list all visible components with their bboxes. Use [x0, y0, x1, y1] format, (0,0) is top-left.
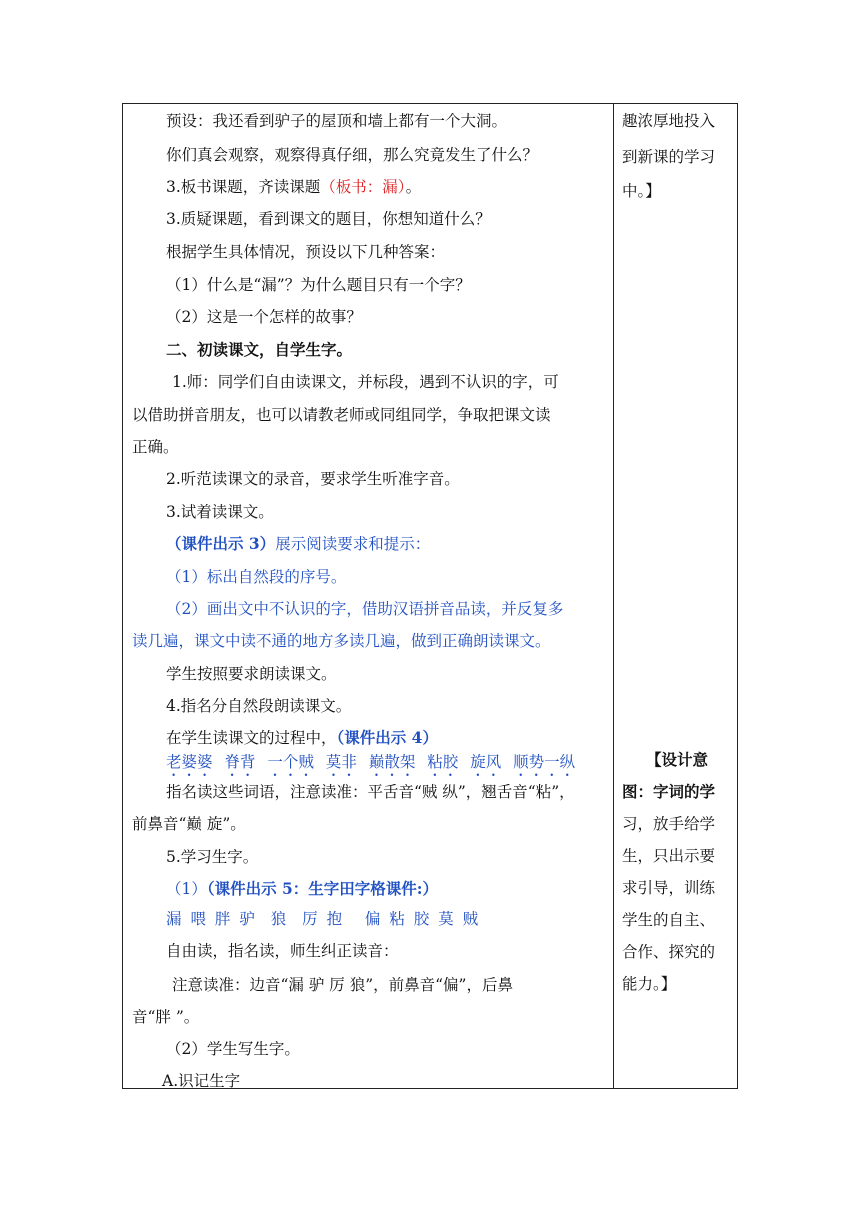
new-char: 胖	[214, 910, 233, 928]
vocab-word: 老婆婆	[166, 753, 213, 771]
text-run: 在学生读课文的过程中，	[166, 729, 337, 747]
new-char: 莫	[438, 910, 456, 928]
note-line: 合作、探究的	[622, 943, 716, 961]
note-line: 生，只出示要	[622, 847, 716, 865]
text-line: 2.听范读课文的录音，要求学生听准字音。	[166, 470, 460, 488]
text-line: 指名读这些词语，注意读准：平舌音“贼 纵”，翘舌音“粘”，	[166, 783, 575, 801]
text-line: 注意读准：边音“漏 驴 厉 狼”，前鼻音“偏”，后鼻	[172, 976, 513, 994]
courseware-tag: （课件出示 4）	[336, 728, 438, 747]
text-line: （1）标出自然段的序号。	[166, 568, 347, 586]
note-run: 图：字词的学	[622, 782, 716, 801]
new-char: 狼	[270, 910, 289, 928]
text-line: 学生按照要求朗读课文。	[166, 665, 337, 683]
text-line: （2）画出文中不认识的字，借助汉语拼音品读，并反复多	[166, 600, 564, 618]
note-line: 学生的自主、	[622, 911, 716, 929]
text-line: 根据学生具体情况，预设以下几种答案：	[166, 243, 446, 261]
vocab-word: 顺势一纵	[513, 753, 576, 771]
text-line: 1.师：同学们自由读课文，并标段，遇到不认识的字，可	[172, 373, 559, 391]
note-line: 中。】	[622, 182, 661, 200]
text-line: 你们真会观察，观察得真仔细，那么究竟发生了什么？	[166, 146, 539, 164]
text-line	[166, 878, 438, 900]
vocab-word: 一个贼	[267, 753, 314, 771]
courseware-tag: （课件出示 3）	[166, 534, 276, 553]
text-run: （1）	[166, 880, 207, 898]
vocab-word: 莫非	[325, 753, 357, 771]
note-line: 到新课的学习	[622, 148, 716, 166]
new-char: 厉	[302, 910, 320, 928]
text-line: 自由读，指名读，师生纠正读音：	[166, 942, 399, 960]
courseware-tag: （课件出示 5：生字田字格课件:）	[206, 879, 439, 898]
text-line: 音“胖 ”。	[132, 1008, 200, 1026]
text-line: 以借助拼音朋友，也可以请教老师或同组同学，争取把课文读	[132, 406, 551, 424]
board-note: （板书：漏）	[320, 178, 406, 196]
new-char: 抱	[326, 910, 345, 928]
new-char: 漏	[166, 910, 184, 928]
vocab-word: 脊背	[224, 753, 256, 771]
text-run: 展示阅读要求和提示：	[275, 535, 431, 553]
new-char: 粘	[389, 910, 407, 928]
note-line	[622, 781, 715, 803]
text-line: 前鼻音“巅 旋”。	[132, 815, 246, 833]
text-run: 。	[405, 178, 422, 196]
new-char: 贼	[462, 910, 481, 928]
text-line	[166, 533, 430, 555]
new-char: 喂	[190, 910, 208, 928]
note-line: 趣浓厚地投入	[622, 112, 716, 130]
vocab-word: 粘胶	[427, 753, 459, 771]
design-intent-heading: 【设计意	[646, 750, 709, 769]
text-line: 3.试着读课文。	[166, 503, 274, 521]
new-char: 偏	[364, 910, 383, 928]
text-line: （2）这是一个怎样的故事？	[166, 308, 362, 326]
vocab-word-list	[166, 751, 575, 780]
text-line: （1）什么是“漏”？为什么题目只有一个字？	[166, 276, 471, 294]
new-char-list	[166, 908, 480, 930]
text-line	[166, 727, 438, 749]
text-line: 预设：我还看到驴子的屋顶和墙上都有一个大洞。	[166, 112, 508, 130]
note-line: 求引导，训练	[622, 879, 716, 897]
text-line: A.识记生字	[162, 1072, 241, 1090]
section-heading: 二、初读课文，自学生字。	[166, 340, 353, 359]
vocab-word: 巅散架	[368, 753, 416, 771]
text-line: 读几遍，课文中读不通的地方多读几遍，做到正确朗读课文。	[132, 632, 551, 650]
new-char: 驴	[239, 910, 257, 928]
text-line: 4.指名分自然段朗读课文。	[166, 697, 352, 715]
note-line: 习，放手给学	[622, 815, 716, 833]
text-line: 正确。	[132, 438, 179, 456]
text-line: 5.学习生字。	[166, 848, 259, 866]
text-line	[166, 176, 421, 198]
text-line: （2）学生写生字。	[166, 1040, 300, 1058]
column-divider	[613, 103, 614, 1089]
text-run: 3.板书课题，齐读课题	[166, 178, 321, 196]
new-char: 胶	[413, 910, 432, 928]
text-line: 3.质疑课题，看到课文的题目，你想知道什么？	[166, 210, 491, 228]
vocab-word: 旋风	[470, 753, 502, 771]
note-line: 能力。】	[622, 975, 677, 993]
